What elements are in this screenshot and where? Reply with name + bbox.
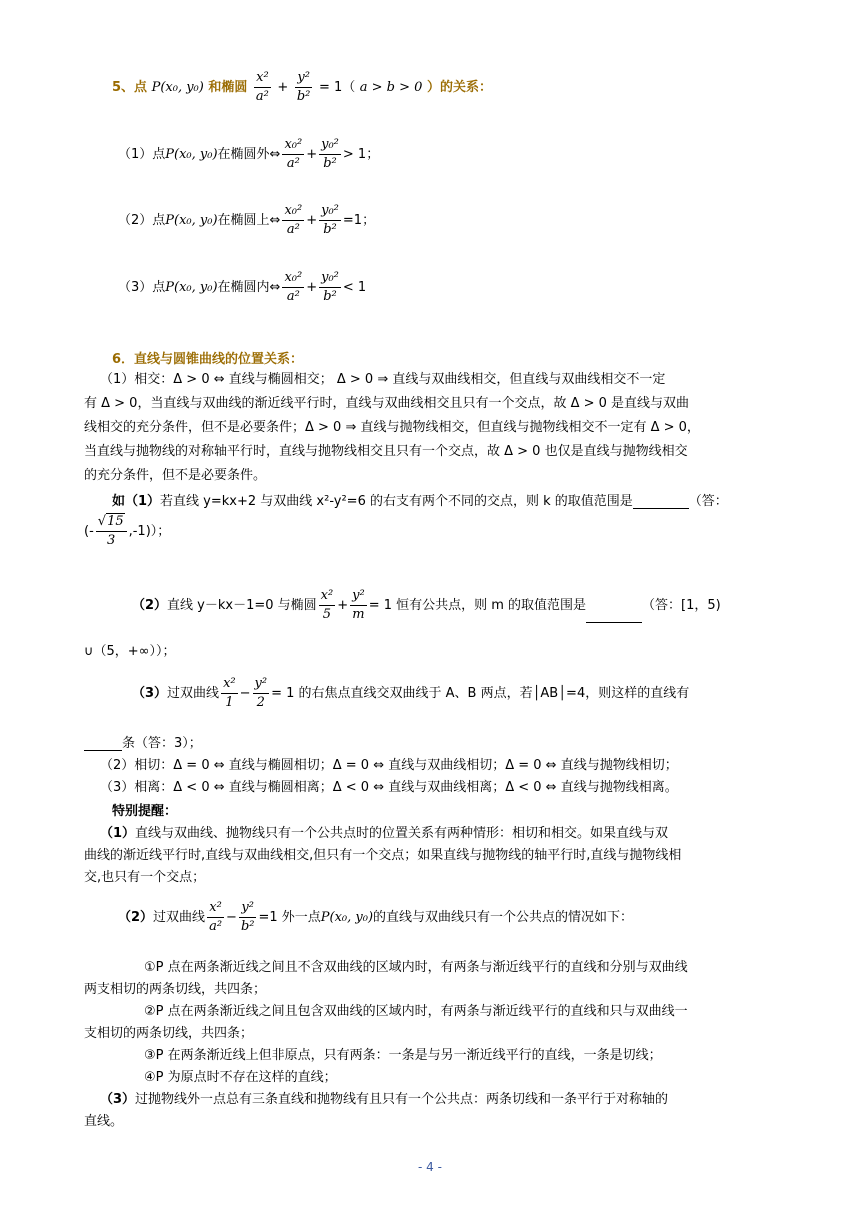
intersect-line-5: 的充分条件，但不是必要条件。 — [84, 468, 267, 483]
example-3: （3）过双曲线 $\frac{\text{x²}}{1}$ − $\frac{\text{y²}}{2}$ = 1 的右焦点直线交双曲线于 A、B 两点，若│AB│=4，则这样的直线有 — [132, 676, 690, 710]
title-fraction-1: $\frac{\text{x²}}{\text{a²}}$ — [255, 70, 269, 104]
title-suffix: ）的关系： — [426, 80, 492, 95]
case-3: ③P 在两条渐近线上但非原点，只有两条：一条是与另一渐近线平行的直线，一条是切线； — [144, 1048, 662, 1063]
intersect-line-1: （1）相交：Δ > 0 ⇔ 直线与椭圆相交； Δ > 0 ⇒ 直线与双曲线相交，但直线与双曲线相交不一定 — [100, 372, 666, 387]
intersect-line-2: 有 Δ > 0，当直线与双曲线的渐近线平行时，直线与双曲线相交且只有一个交点，故 Δ > 0 是直线与双曲 — [84, 396, 690, 411]
title-mid: 和椭圆 — [208, 80, 248, 95]
title-prefix: 5、点 — [112, 80, 148, 95]
section-5-item-3: （3）点P(x₀, y₀)在椭圆内⇔ $\frac{\text{x₀²}}{\text{a²}}$ + $\frac{\text{y₀²}}{\text{b²}}$ < 1 — [118, 270, 367, 304]
intersect-line-4: 当直线与抛物线的对称轴平行时，直线与抛物线相交且只有一个交点，故 Δ > 0 也仅是直线与抛物线相交 — [84, 444, 688, 459]
tangent-line: （2）相切：Δ = 0 ⇔ 直线与椭圆相切；Δ = 0 ⇔ 直线与双曲线相切；Δ = 0 ⇔ 直线与抛物线相切； — [100, 758, 678, 773]
separate-line: （3）相离：Δ < 0 ⇔ 直线与椭圆相离；Δ < 0 ⇔ 直线与双曲线相离；Δ < 0 ⇔ 直线与抛物线相离。 — [100, 780, 678, 795]
section-6-title: 6．直线与圆锥曲线的位置关系： — [112, 352, 304, 367]
section-5-item-2: （2）点P(x₀, y₀)在椭圆上⇔ $\frac{\text{x₀²}}{\text{a²}}$ + $\frac{\text{y₀²}}{\text{b²}}$ =1； — [118, 203, 376, 237]
section-5-item-1: （1）点P(x₀, y₀)在椭圆外⇔ $\frac{\text{x₀²}}{\text{a²}}$ + $\frac{\text{y₀²}}{\text{b²}}$ > 1； — [118, 137, 380, 171]
example-3-answer: 条（答：3）； — [84, 732, 202, 751]
title-condition: a > b > 0 — [359, 80, 423, 95]
title-plus: + — [277, 80, 289, 95]
case-2-line-1: ②P 点在两条渐近线之间且包含双曲线的区域内时，有两条与渐近线平行的直线和只与双曲线一 — [144, 1004, 688, 1019]
remind-1-line-1: （1）直线与双曲线、抛物线只有一个公共点时的位置关系有两种情形：相切和相交。如果直线与双 — [100, 826, 669, 841]
section-5-title — [112, 70, 492, 105]
remind-title: 特别提醒： — [112, 804, 178, 819]
example-2-answer-cont: ∪（5，+∞））； — [84, 644, 176, 659]
example-1-answer: (- $\frac{√15}{3}$ ,-1)）； — [84, 514, 171, 548]
remind-2: （2）过双曲线 $\frac{\text{x²}}{\text{a²}}$ − $\frac{\text{y²}}{\text{b²}}$ =1 外一点P(x₀, y₀)的直线与双曲线只有一个公共点的情况如下： — [118, 900, 634, 934]
page-number: - 4 - — [418, 1160, 442, 1174]
case-2-line-2: 支相切的两条切线，共四条； — [84, 1026, 254, 1041]
example-2: （2）直线 y－kx－1=0 与椭圆 $\frac{\text{x²}}{5}$ + $\frac{\text{y²}}{m}$ = 1 恒有公共点，则 m 的取值范围是 （答：[1，5) — [132, 588, 721, 622]
case-1-line-2: 两支相切的两条切线，共四条； — [84, 982, 267, 997]
remind-3-line-1: （3）过抛物线外一点总有三条直线和抛物线有且只有一个公共点：两条切线和一条平行于对称轴的 — [100, 1092, 669, 1107]
title-fraction-2: $\frac{\text{y²}}{\text{b²}}$ — [296, 70, 311, 104]
remind-1-line-3: 交,也只有一个交点； — [84, 870, 206, 885]
title-point: P(x₀, y₀) — [151, 80, 204, 95]
example-1: 如（1）若直线 y=kx+2 与双曲线 x²-y²=6 的右支有两个不同的交点，则 k 的取值范围是 （答： — [112, 494, 728, 509]
case-1-line-1: ①P 点在两条渐近线之间且不含双曲线的区域内时，有两条与渐近线平行的直线和分别与双曲线 — [144, 960, 688, 975]
title-eq: = 1（ — [318, 80, 356, 95]
remind-3-line-2: 直线。 — [84, 1114, 124, 1129]
remind-1-line-2: 曲线的渐近线平行时,直线与双曲线相交,但只有一个交点；如果直线与抛物线的轴平行时,直线与抛物线相 — [84, 848, 682, 863]
case-4: ④P 为原点时不存在这样的直线； — [144, 1070, 337, 1085]
intersect-line-3: 线相交的充分条件，但不是必要条件；Δ > 0 ⇒ 直线与抛物线相交，但直线与抛物线相交不一定有 Δ > 0， — [84, 420, 700, 435]
